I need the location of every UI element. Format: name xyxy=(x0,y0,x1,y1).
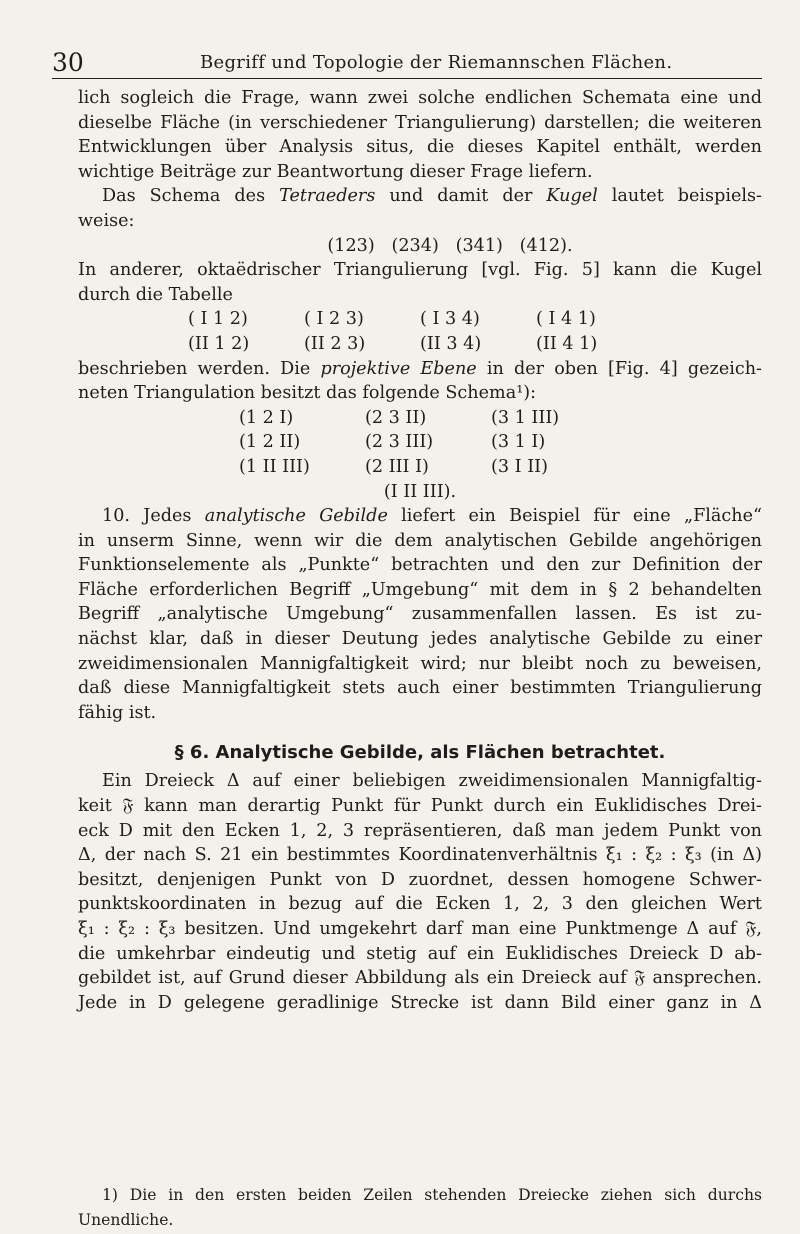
text-line: weise: xyxy=(78,210,135,231)
table-cell: (II 2 3) xyxy=(304,333,366,354)
page-number: 30 xyxy=(52,48,84,77)
italic-term: Tetraeders xyxy=(279,186,376,207)
text-line xyxy=(78,184,762,209)
text-line: punktskoordinaten in bezug auf die Ecken 1, 2, 3 den gleichen Wert xyxy=(78,894,762,915)
table-cell: ( I 3 4) xyxy=(420,309,480,330)
italic-term: projektive Ebene xyxy=(320,358,477,379)
table-cell: (1 II III) xyxy=(239,456,310,477)
footnote xyxy=(78,1185,762,1234)
text-line: in unserm Sinne, wenn wir die dem analytischen Gebilde angehörigen xyxy=(78,530,762,551)
text-run: und damit der xyxy=(375,186,547,207)
header-rule xyxy=(52,78,762,79)
footnote-line: Unendliche. xyxy=(78,1210,174,1229)
table-final-entry: (I II III). xyxy=(383,481,457,502)
text-line: Funktionselemente als „Punkte“ betrachten und den zur Definition der xyxy=(78,555,762,576)
table-cell: (1 2 II) xyxy=(239,432,301,453)
table-cell: (2 3 III) xyxy=(365,432,434,453)
text-line: Begriff „analytische Umgebung“ zusammenfallen lassen. Es ist zu- xyxy=(78,604,762,625)
table-cell: (2 III I) xyxy=(365,456,429,477)
table-row xyxy=(78,406,762,431)
text-run: beschrieben werden. Die xyxy=(78,358,321,379)
formula-tetraeder: (123) (234) (341) (412). xyxy=(327,235,573,256)
text-line: nächst klar, daß in dieser Deutung jedes analytische Gebilde zu einer xyxy=(78,629,762,650)
paragraph-5 xyxy=(78,504,762,725)
text-line: Fläche erforderlichen Begriff „Umgebung“ mit dem in § 2 behandelten xyxy=(78,579,762,600)
text-line: wichtige Beiträge zur Beantwortung dieser Frage liefern. xyxy=(78,161,593,182)
page-header xyxy=(52,48,762,80)
table-kugel xyxy=(78,307,762,356)
italic-term: analytische Gebilde xyxy=(204,506,388,527)
table-cell: (II 1 2) xyxy=(188,333,250,354)
text-line: neten Triangulation besitzt das folgende Schema¹): xyxy=(78,383,537,404)
table-row xyxy=(78,307,762,332)
paragraph-3 xyxy=(78,258,762,307)
text-line xyxy=(78,504,762,529)
table-cell: (II 3 4) xyxy=(420,333,482,354)
text-line: keit 𝔉 kann man derartig Punkt für Punkt durch ein Euklidisches Drei- xyxy=(78,796,762,817)
page-body xyxy=(78,86,762,1015)
text-run: liefert ein Beispiel für eine „Fläche“ xyxy=(387,506,762,527)
text-line: daß diese Mannigfaltigkeit stets auch einer bestimmten Triangulierung xyxy=(78,678,762,699)
text-line xyxy=(78,357,762,382)
table-row xyxy=(78,455,762,480)
text-line: ξ₁ : ξ₂ : ξ₃ besitzen. Und umgekehrt darf man eine Punktmenge Δ auf 𝔉, xyxy=(78,919,762,939)
text-line: Jede in D gelegene geradlinige Strecke ist dann Bild einer ganz in Δ xyxy=(78,992,762,1013)
text-line: gebildet ist, auf Grund dieser Abbildung als ein Dreieck auf 𝔉 ansprechen. xyxy=(78,968,762,989)
text-run: 10. Jedes xyxy=(102,506,205,527)
running-title: Begriff und Topologie der Riemannschen Flächen. xyxy=(200,52,673,73)
table-ebene xyxy=(78,406,762,504)
table-cell: (II 4 1) xyxy=(536,333,598,354)
table-cell: (3 1 III) xyxy=(491,407,560,428)
table-cell: (1 2 I) xyxy=(239,407,294,428)
table-cell: ( I 2 3) xyxy=(304,309,364,330)
table-cell: ( I 1 2) xyxy=(188,309,248,330)
footnote-line: 1) Die in den ersten beiden Zeilen stehenden Dreiecke ziehen sich durchs xyxy=(102,1186,762,1204)
table-row xyxy=(78,430,762,455)
italic-term: Kugel xyxy=(546,186,598,207)
paragraph-2 xyxy=(78,184,762,233)
table-cell: (2 3 II) xyxy=(365,407,427,428)
table-cell: ( I 4 1) xyxy=(536,309,596,330)
text-line: lich sogleich die Frage, wann zwei solche endlichen Schemata eine und xyxy=(78,88,762,108)
paragraph-4 xyxy=(78,357,762,406)
text-line: zweidimensionalen Mannigfaltigkeit wird; nur bleibt noch zu beweisen, xyxy=(78,653,762,674)
text-run: Das Schema des xyxy=(102,186,280,207)
text-run: in der oben [Fig. 4] gezeich- xyxy=(476,358,762,379)
section-heading: § 6. Analytische Gebilde, als Flächen betrachtet. xyxy=(174,742,666,764)
text-line: fähig ist. xyxy=(78,702,157,723)
text-line: die umkehrbar eindeutig und stetig auf ein Euklidisches Dreieck D ab- xyxy=(78,943,762,964)
text-line: eck D mit den Ecken 1, 2, 3 repräsentieren, daß man jedem Punkt von xyxy=(78,820,762,841)
table-row xyxy=(78,332,762,357)
paragraph-1 xyxy=(78,86,762,184)
text-line: besitzt, denjenigen Punkt von D zuordnet, dessen homogene Schwer- xyxy=(78,869,762,890)
paragraph-6 xyxy=(78,769,762,1015)
table-cell: (3 I II) xyxy=(491,456,548,477)
text-line: In anderer, oktaëdrischer Triangulierung [vgl. Fig. 5] kann die Kugel xyxy=(78,260,762,281)
text-line: durch die Tabelle xyxy=(78,284,233,305)
table-cell: (3 1 I) xyxy=(491,432,546,453)
text-line: Δ, der nach S. 21 ein bestimmtes Koordinatenverhältnis ξ₁ : ξ₂ : ξ₃ (in Δ) xyxy=(78,845,762,866)
text-line: dieselbe Fläche (in verschiedener Triangulierung) darstellen; die weiteren xyxy=(78,112,762,133)
text-line: Entwicklungen über Analysis situs, die dieses Kapitel enthält, werden xyxy=(78,137,762,158)
text-run: lautet beispiels- xyxy=(597,186,762,207)
text-line: Ein Dreieck Δ auf einer beliebigen zweidimensionalen Mannigfaltig- xyxy=(102,771,762,792)
